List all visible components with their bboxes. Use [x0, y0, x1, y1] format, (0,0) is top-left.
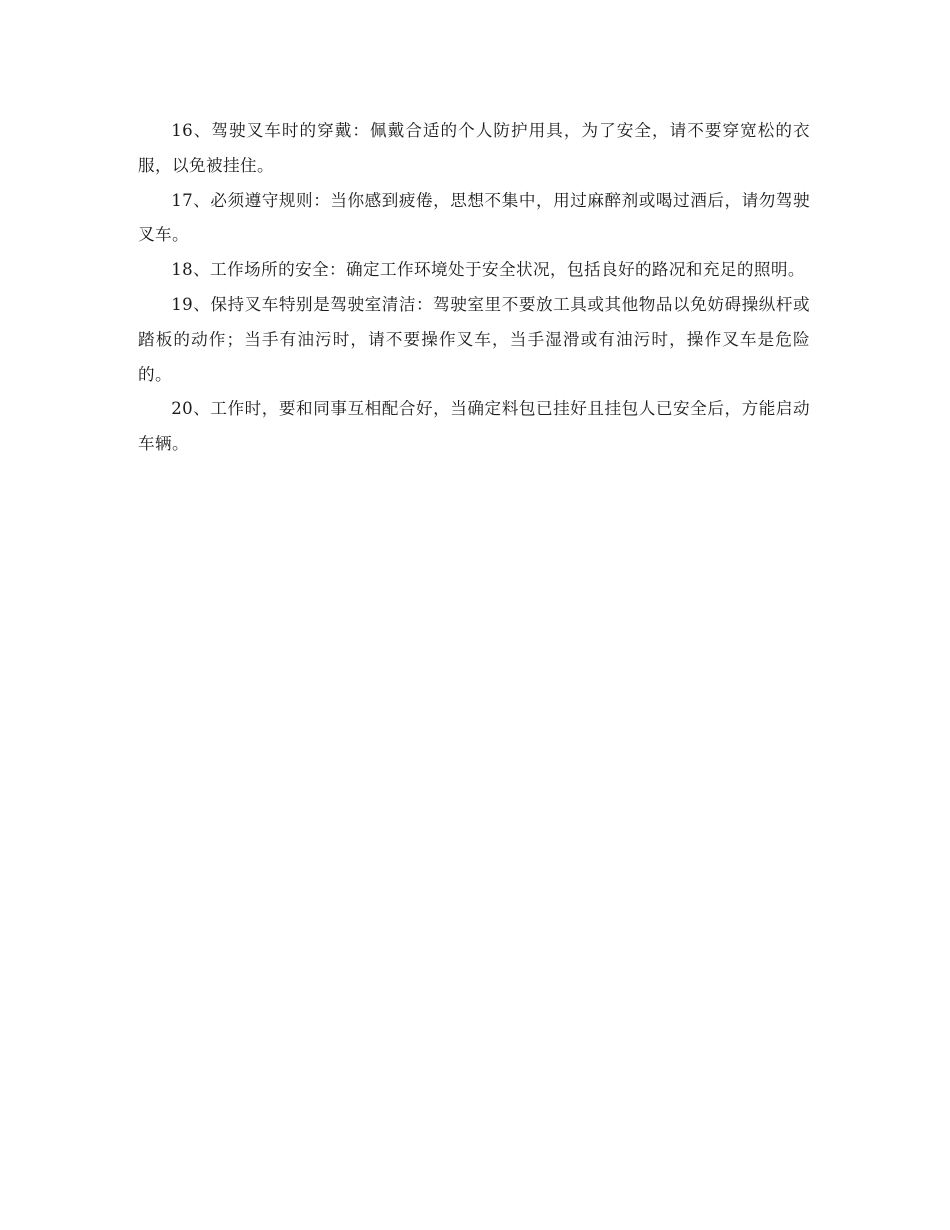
paragraph-16: 16、驾驶叉车时的穿戴：佩戴合适的个人防护用具，为了安全，请不要穿宽松的衣服，以免被挂住。 [138, 121, 810, 175]
paragraph-18: 18、工作场所的安全：确定工作环境处于安全状况，包括良好的路况和充足的照明。 [171, 260, 805, 280]
paragraph-20: 20、工作时，要和同事互相配合好，当确定料包已挂好且挂包人已安全后，方能启动车辆。 [138, 399, 810, 454]
document-body [138, 114, 810, 462]
paragraph-17: 17、必须遵守规则：当你感到疲倦，思想不集中，用过麻醉剂或喝过酒后，请勿驾驶叉车。 [138, 190, 810, 245]
paragraph-19: 19、保持叉车特别是驾驶室清洁：驾驶室里不要放工具或其他物品以免妨碍操纵杆或踏板的动作；当手有油污时，请不要操作叉车，当手湿滑或有油污时，操作叉车是危险的。 [138, 294, 810, 384]
